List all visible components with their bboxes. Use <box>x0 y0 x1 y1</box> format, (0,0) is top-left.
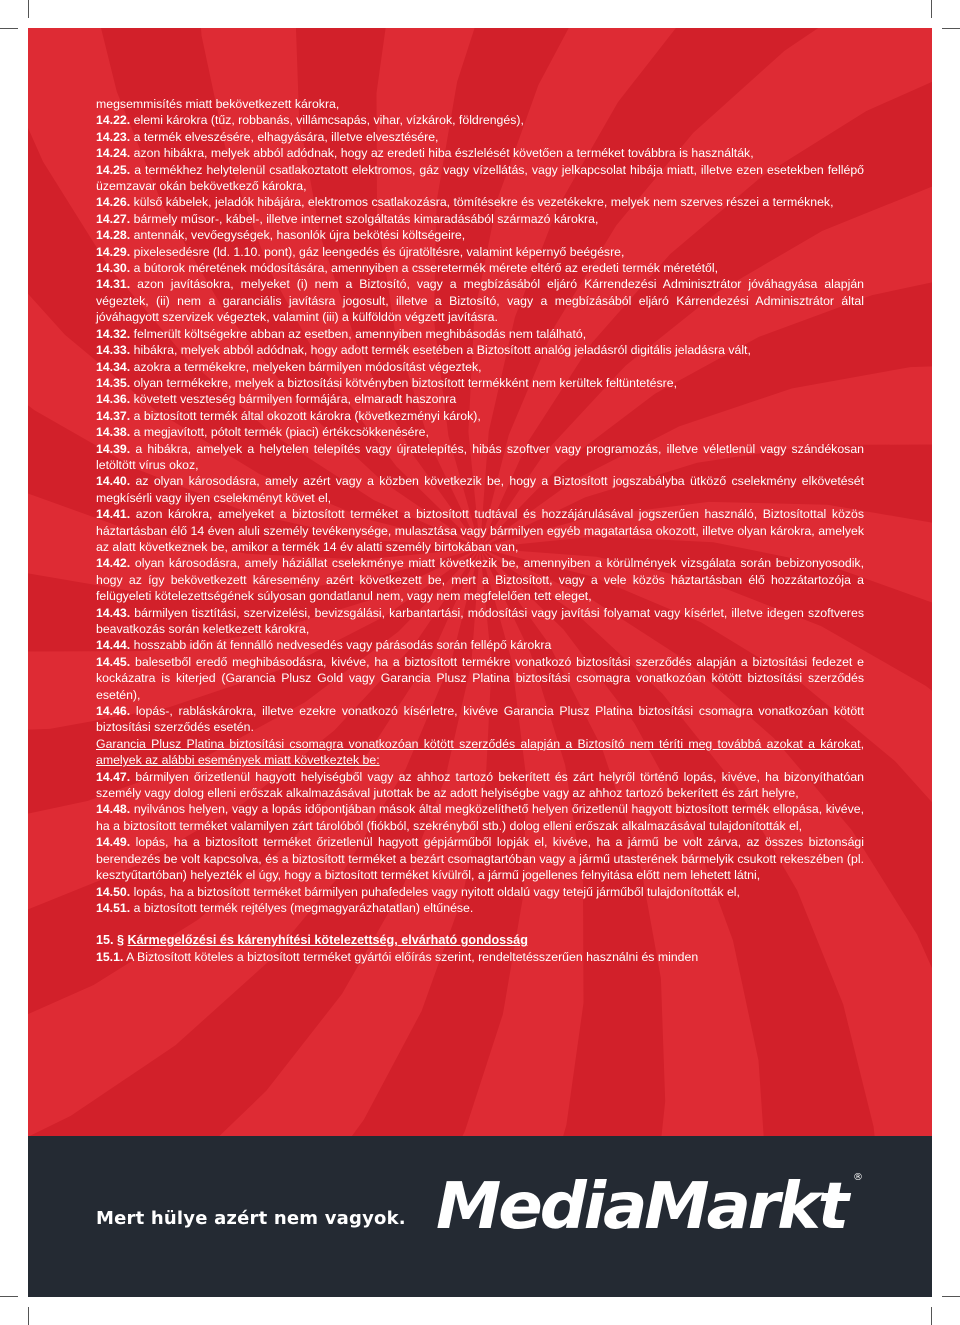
clause-item <box>96 162 864 195</box>
clause-text: a termékhez helytelenül csatlakoztatott elektromos, gáz vagy vízellátás, vagy jelkapcsolat hibája miatt, illetve ezen esetekben fellépő üzemzavar okán bekövetkező károkra, <box>96 162 864 194</box>
clause-number: 14.43. <box>96 605 131 620</box>
section-number: 15. <box>96 933 114 948</box>
clause-number: 14.31. <box>96 277 131 292</box>
clause-text: követett veszteség bármilyen formájára, elmaradt haszonra <box>133 392 457 407</box>
footer-bar <box>28 1136 932 1297</box>
clause-text: lopás-, rabláskárokra, illetve ezekre vonatkozó kísérletre, kivéve Garancia Plusz Platina biztosítási csomagra vonatkozóan kötött biztosítási szerződés esetén. <box>96 704 864 735</box>
clause-item <box>96 834 864 883</box>
clause-item <box>96 736 864 769</box>
clause-item <box>96 260 864 276</box>
clause-text: azon javításokra, melyeket (i) nem a Biztosító, vagy a megbízásából eljáró Kárrendezési Adminisztrátor jóváhagyása alapján végeztek, (ii) nem a garanciális javításra jogosult, illetve a Biztosító, vagy a megbízásából eljáró Kárrendezési Adminisztrátor által jóváhagyott szervizek végeztek, valamint (iii) a külföldön végzett javításra. <box>96 277 864 325</box>
clause-text: olyan termékekre, melyek a biztosítási kötvényben biztosított termékként nem kerültek feltüntetésre, <box>133 375 677 390</box>
clause-text: pixelesedésre (ld. 1.10. pont), gáz leengedés és újratöltésre, valamint képernyő beégésre, <box>133 244 625 259</box>
clause-number: 14.35. <box>96 375 131 390</box>
clause-text: a biztosított termék rejtélyes (megmagyarázhatatlan) eltűnése. <box>133 900 474 915</box>
clause-text: olyan károsodásra, amely háziállat cselekménye miatt következik be, amennyiben a körülmények vizsgálata során bebizonyosodik, hogy az így bekövetkezett káresemény azért következett be, mert a Biztosított, vagy a vele közös háztartásban élő hozzátartozója a felügyeleti kötelezettségének súlyosan gondatlanul nem, vagy nem megfelelően tett eleget, <box>96 556 864 604</box>
slogan-text: Mert hülye azért nem vagyok. <box>96 1208 406 1229</box>
clause-item <box>96 342 864 358</box>
clause-text: azokra a termékekre, melyeken bármilyen módosítást végeztek, <box>133 359 482 374</box>
clause-number: 14.47. <box>96 769 131 784</box>
clause-item <box>96 637 864 653</box>
crop-mark <box>942 1296 960 1297</box>
clause-item <box>96 375 864 391</box>
clause-item <box>96 96 864 112</box>
clause-item <box>96 211 864 227</box>
registered-mark: ® <box>853 1172 863 1183</box>
clause-text: a megjavított, pótolt termék (piaci) értékcsökkenésére, <box>133 425 429 440</box>
document-body <box>96 96 864 965</box>
clause-text: a termék elveszésére, elhagyására, illetve elvesztésére, <box>133 129 439 144</box>
clause-item <box>96 555 864 604</box>
crop-mark <box>931 1307 932 1325</box>
clause-item <box>96 900 864 916</box>
clause-number: 14.34. <box>96 359 131 374</box>
clause-number: 14.51. <box>96 900 131 915</box>
clause-text: felmerült költségekre abban az esetben, amennyiben meghibásodás nem található, <box>133 326 587 341</box>
clause-item <box>96 276 864 325</box>
clause-number: 14.44. <box>96 638 131 653</box>
clause-text: bármilyen tisztítási, szervizelési, bevizsgálási, karbantartási, módosítási vagy javítási folyamat vagy kísérlet, illetve idegen szoftveres beavatkozás során keletkezett károkra, <box>96 605 865 636</box>
clause-text: Garancia Plusz Platina biztosítási csomagra vonatkozóan kötött szerződés alapján a Biztosító nem téríti meg továbbá azokat a károkat, amelyek az alábbi események miatt következtek be: <box>96 736 864 768</box>
clause-item <box>96 112 864 128</box>
clause-number: 14.22. <box>96 113 131 128</box>
clause-number: 14.48. <box>96 802 131 817</box>
clause-item <box>96 194 864 210</box>
mediamarkt-logo <box>428 1166 868 1242</box>
clause-text: elemi károkra (tűz, robbanás, villámcsapás, vihar, vízkárok, földrengés), <box>133 113 524 128</box>
clause-item <box>96 145 864 161</box>
clause-item <box>96 654 864 703</box>
logo-wordmark: MediaMarkt <box>436 1170 852 1242</box>
clause-text: megsemmisítés miatt bekövetkezett károkra, <box>96 97 340 111</box>
clause-item <box>96 506 864 555</box>
clause-item <box>96 769 864 802</box>
clause-text: nyilvános helyen, vagy a lopás időpontjában mások által megközelíthető helyen őrizetlenül hagyott biztosított termék ellopása, kivéve, ha a biztosított terméket valamilyen zárt tárolóból (fiókból, szekrényből stb.) dolog elleni erőszak alkalmazásával tulajdonították el, <box>96 802 864 833</box>
clause-item <box>96 884 864 900</box>
clause-number: 14.42. <box>96 556 131 571</box>
section-symbol: § <box>117 933 125 948</box>
clause-text: lopás, ha a biztosított terméket bármilyen puhafedeles vagy nyitott oldalú vagy tetejű járműből tulajdonították el, <box>133 884 740 899</box>
clause-number: 14.40. <box>96 474 131 489</box>
clause-text: balesetből eredő meghibásodásra, kivéve, ha a biztosított termékre vonatkozó biztosítási szerződés alapján a biztosítási fedezet e kockázatra is kiterjed (Garancia Plusz Gold vagy Garancia Plusz Platina biztosítási csomagra vonatkozóan kötött biztosítási szerződés esetén), <box>96 654 864 702</box>
clause-text: hibákra, melyek abból adódnak, hogy adott termék esetében a Biztosított analóg jeladásról digitális jeladásra vált, <box>133 343 751 358</box>
crop-mark <box>28 0 29 18</box>
clause-number: 14.38. <box>96 425 131 440</box>
section-heading <box>96 932 864 948</box>
clause-number: 14.29. <box>96 244 131 259</box>
clause-number: 14.28. <box>96 228 131 243</box>
crop-mark <box>931 0 932 18</box>
clause-number: 14.41. <box>96 507 131 522</box>
clause-item <box>96 801 864 834</box>
clause-item <box>96 949 864 965</box>
clause-item <box>96 703 864 736</box>
clause-number: 14.37. <box>96 408 131 423</box>
clause-number: 14.25. <box>96 162 131 177</box>
clause-text: azon hibákra, melyek abból adódnak, hogy az eredeti hiba észlelését követően a terméket továbbra is használták, <box>133 146 754 161</box>
clause-number: 14.46. <box>96 704 131 719</box>
clause-number: 14.45. <box>96 654 131 669</box>
clause-item <box>96 441 864 474</box>
clause-number: 14.36. <box>96 392 131 407</box>
clause-item <box>96 408 864 424</box>
clause-number: 14.32. <box>96 326 131 341</box>
clause-text: a bútorok méretének módosítására, amennyiben a csseretermék mérete eltérő az eredeti termék méretétől, <box>133 261 719 276</box>
clause-text: lopás, ha a biztosított terméket őrizetlenül hagyott gépjárműből lopják el, kivéve, ha a jármű be volt zárva, az összes biztonsági berendezés be volt kapcsolva, és a biztosított terméket a bezárt csomagtartóban vagy a jármű utasterének bármelyik csukott rekeszében (pl. kesztyűtartóban) helyezték el úgy, hogy a biztosított terméket kívülről, a jármű jogellenes felnyitása előtt nem lehetett látni, <box>96 835 864 883</box>
clause-text: antennák, vevőegységek, hasonlók újra bekötési költségeire, <box>133 228 466 243</box>
clause-text: az olyan károsodásra, amely azért vagy a közben következik be, hogy a Biztosított jogszabályba ütköző cselekmény elkövetését megkísérli vagy ilyen cselekményt követ el, <box>96 474 864 505</box>
clause-item <box>96 605 864 638</box>
crop-mark <box>28 1307 29 1325</box>
clause-number: 14.33. <box>96 343 131 358</box>
section-title: Kármegelőzési és kárenyhítési kötelezettség, elvárható gondosság <box>127 933 528 948</box>
clause-item <box>96 227 864 243</box>
clause-number: 14.24. <box>96 146 131 161</box>
clause-text: a hibákra, amelyek a helytelen telepítés vagy újratelepítés, hibás szoftver vagy programozás, illetve véletlenül vagy szándékosan letöltött vírus okoz, <box>96 441 864 472</box>
clause-item <box>96 424 864 440</box>
clause-list <box>96 96 864 916</box>
clause-text: a biztosított termék által okozott károkra (következményi károk), <box>133 408 481 423</box>
clause-text: azon károkra, amelyeket a biztosított terméket a biztosított tudtával és hozzájárulásával jogszerűen használó, Biztosítottal közös háztartásban élő 14 éven aluli személy tevékenysége, mulasztása vagy bármilyen egyéb magatartása okozott, illetve olyan károkra, amelyek az alatt következnek be, amikor a termék 14 év alatti személy birtokában van, <box>96 507 864 554</box>
clause-item <box>96 244 864 260</box>
crop-mark <box>942 28 960 29</box>
clause-number: 14.50. <box>96 884 131 899</box>
clause-text: bármely műsor-, kábel-, illetve internet szolgáltatás kimaradásából származó károkra, <box>133 211 599 226</box>
clause-text: külső kábelek, jeladók hibájára, elektromos csatlakozásra, tömítésekre és vezetékekre, melyek nem szerves részei a terméknek, <box>133 195 834 210</box>
clause-number: 14.30. <box>96 261 131 276</box>
crop-mark <box>0 28 18 29</box>
clause-text: A Biztosított köteles a biztosított terméket gyártói előírás szerint, rendeltetésszerűen használni és minden <box>126 949 699 964</box>
clause-text: hosszabb időn át fennálló nedvesedés vagy párásodás során fellépő károkra <box>133 638 552 653</box>
clause-number: 14.39. <box>96 441 131 456</box>
clause-number: 14.49. <box>96 835 131 850</box>
crop-mark <box>0 1296 18 1297</box>
clause-item <box>96 391 864 407</box>
clause-item <box>96 129 864 145</box>
clause-item <box>96 473 864 506</box>
clause-item <box>96 326 864 342</box>
clause-number: 14.26. <box>96 195 131 210</box>
clause-number: 15.1. <box>96 949 124 964</box>
clause-number: 14.23. <box>96 129 131 144</box>
clause-text: bármilyen őrizetlenül hagyott helyiségből vagy az ahhoz tartozó bekerített és zárt helyről történő lopás, kivéve, ha bizonyíthatóan személy vagy dolog elleni erőszak alkalmazásával jutottak be az adott helyiségbe vagy az ahhoz tartozó bekerített és zárt helyre, <box>96 769 864 801</box>
clause-item <box>96 359 864 375</box>
clause-number: 14.27. <box>96 211 131 226</box>
